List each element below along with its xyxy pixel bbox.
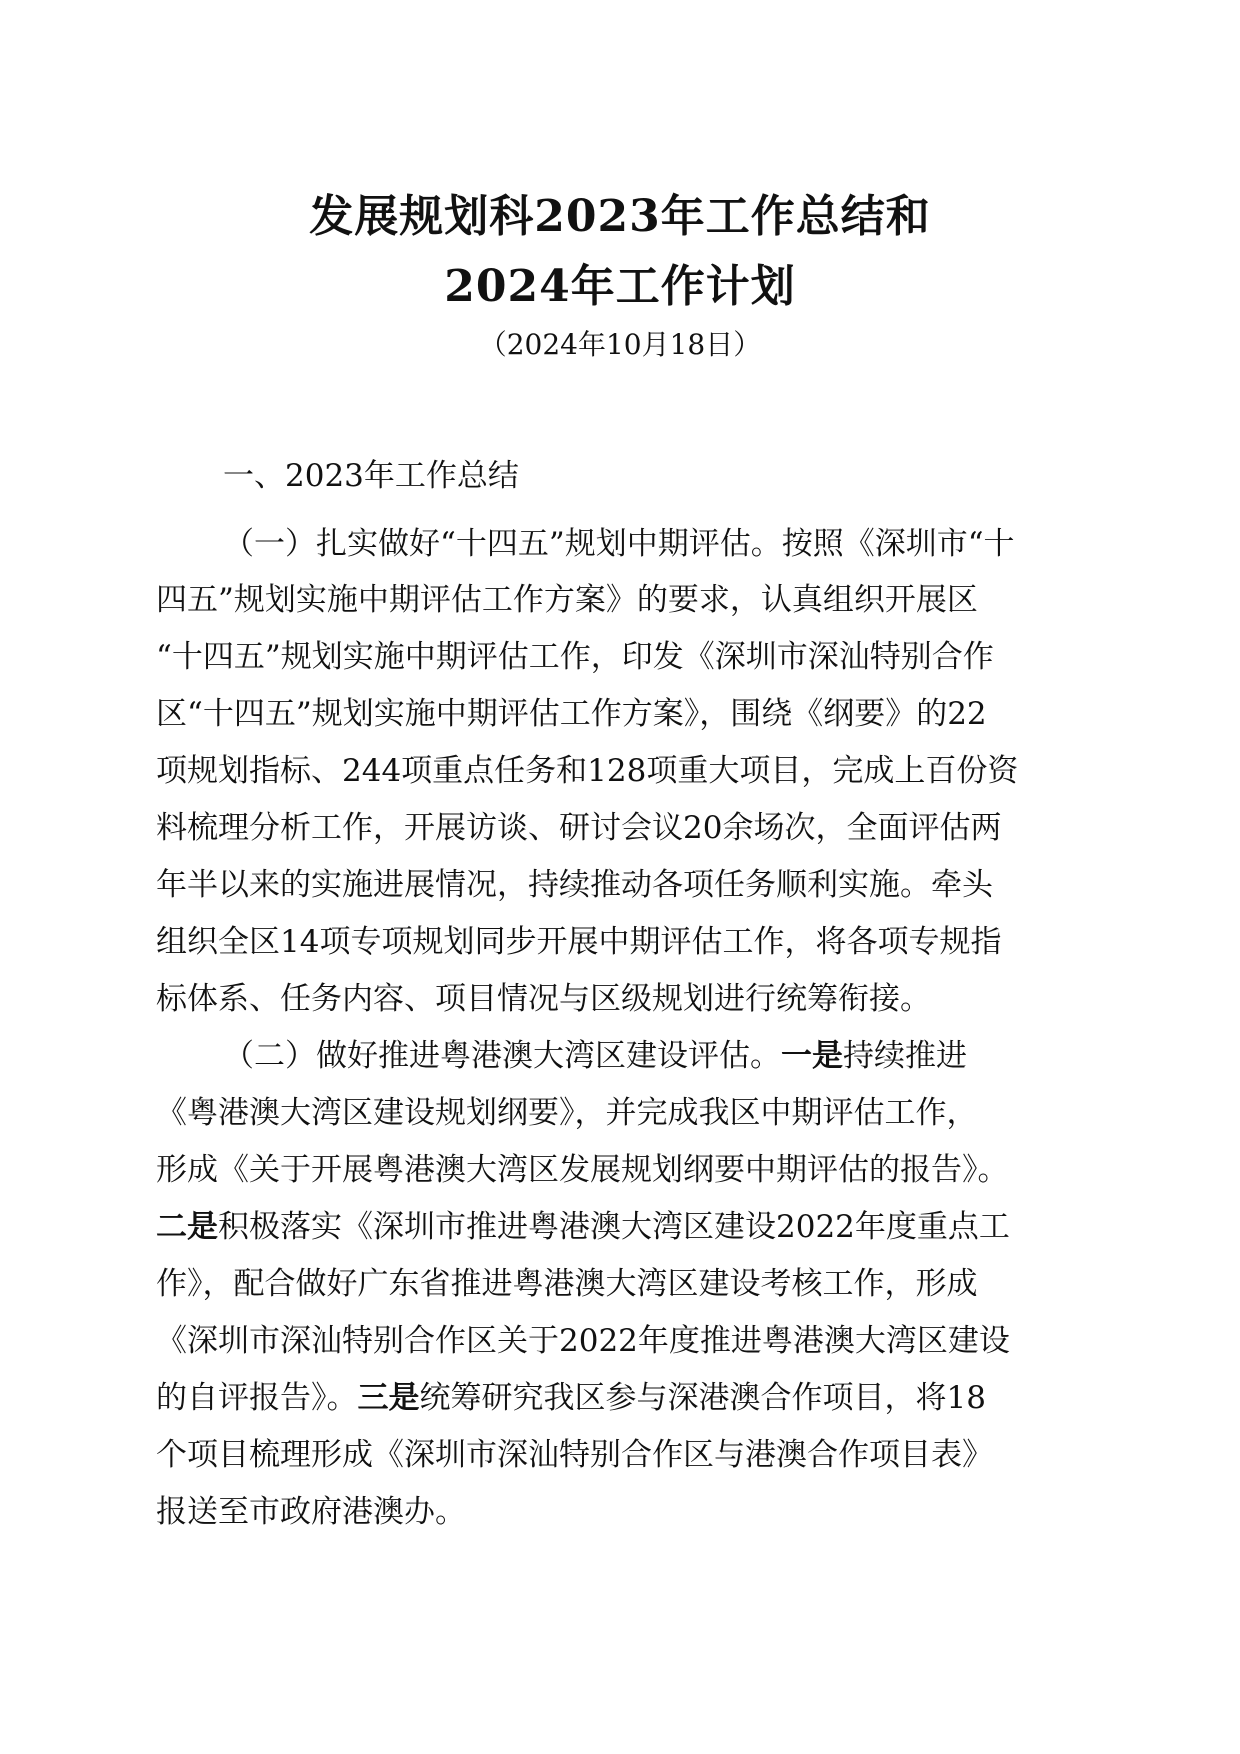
paragraph-line: 料梳理分析工作，开展访谈、研讨会议20余场次，全面评估两 xyxy=(156,810,1002,846)
paragraph-text: （二）做好推进粤港澳大湾区建设评估。 xyxy=(223,1038,781,1074)
paragraph-line: 区“十四五”规划实施中期评估工作方案》，围绕《纲要》的22 xyxy=(156,696,987,732)
paragraph-line: 四五”规划实施中期评估工作方案》的要求，认真组织开展区 xyxy=(156,582,978,618)
paragraph-line: 标体系、任务内容、项目情况与区级规划进行统筹衔接。 xyxy=(156,981,931,1017)
paragraph-line: 报送至市政府港澳办。 xyxy=(156,1494,466,1530)
paragraph-line: 形成《关于开展粤港澳大湾区发展规划纲要中期评估的报告》。 xyxy=(156,1152,1009,1188)
paragraph-line: “十四五”规划实施中期评估工作，印发《深圳市深汕特别合作 xyxy=(156,639,994,675)
paragraph-line: 《深圳市深汕特别合作区关于2022年度推进粤港澳大湾区建设 xyxy=(156,1323,1010,1359)
paragraph-line xyxy=(156,1207,1010,1247)
paragraph-line: 组织全区14项专项规划同步开展中期评估工作，将各项专规指 xyxy=(156,924,1002,960)
paragraph-line: 《粤港澳大湾区建设规划纲要》，并完成我区中期评估工作， xyxy=(156,1095,978,1131)
paragraph-text: 积极落实《深圳市推进粤港澳大湾区建设2022年度重点工 xyxy=(218,1209,1010,1245)
paragraph-text: 统筹研究我区参与深港澳合作项目，将18 xyxy=(419,1380,986,1416)
paragraph-line: 个项目梳理形成《深圳市深汕特别合作区与港澳合作项目表》 xyxy=(156,1437,993,1473)
section-heading: 一、2023年工作总结 xyxy=(223,458,519,494)
bold-marker: 二是 xyxy=(156,1209,218,1245)
document-date: （2024年10月18日） xyxy=(478,328,762,361)
paragraph-line xyxy=(223,1036,967,1076)
paragraph-line: 年半以来的实施进展情况，持续推动各项任务顺利实施。牵头 xyxy=(156,867,993,903)
paragraph-text: 的自评报告》。 xyxy=(156,1380,358,1416)
document-title-line-2: 2024年工作计划 xyxy=(444,261,796,312)
paragraph-line: 项规划指标、244项重点任务和128项重大项目，完成上百份资 xyxy=(156,753,1019,789)
paragraph-line xyxy=(156,1378,986,1418)
paragraph-line: （一）扎实做好“十四五”规划中期评估。按照《深圳市“十 xyxy=(223,526,1015,562)
document-title-line-1: 发展规划科2023年工作总结和 xyxy=(309,191,931,242)
bold-marker: 三是 xyxy=(357,1380,420,1416)
bold-marker: 一是 xyxy=(781,1038,843,1074)
paragraph-text: 持续推进 xyxy=(843,1038,967,1074)
paragraph-line: 作》，配合做好广东省推进粤港澳大湾区建设考核工作，形成 xyxy=(156,1266,978,1302)
